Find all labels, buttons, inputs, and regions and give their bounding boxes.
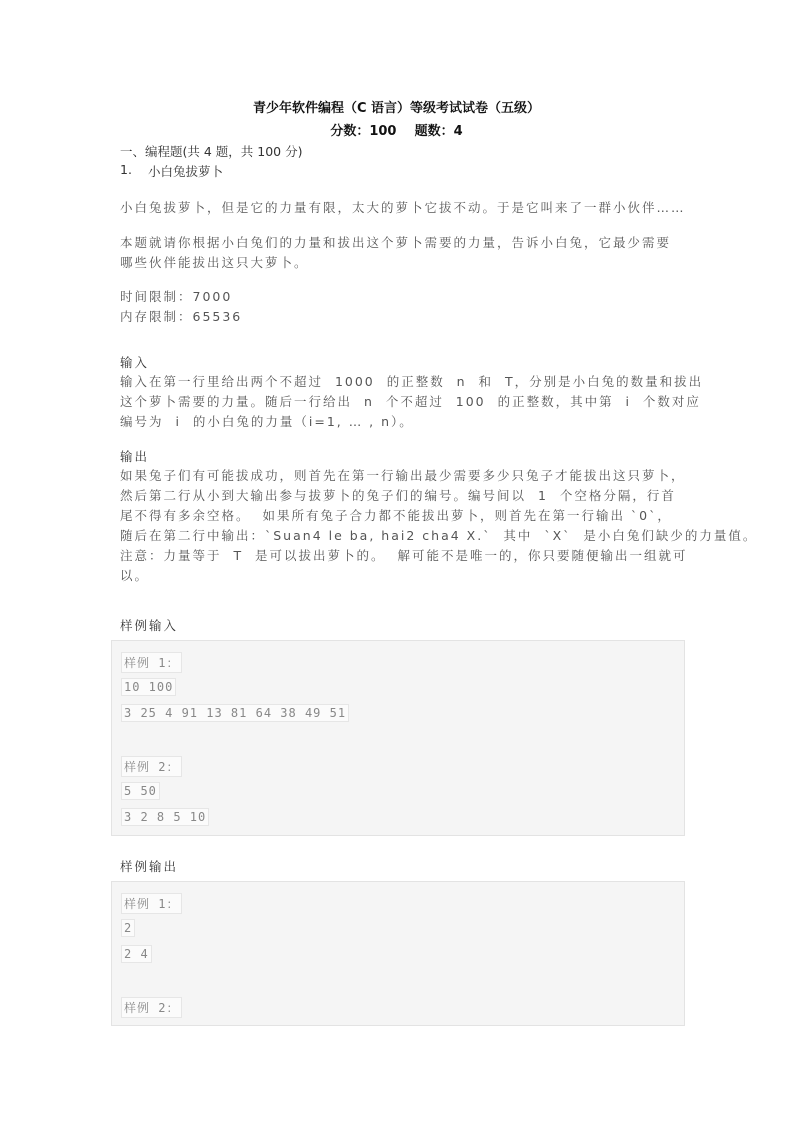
- sample-input-label-1: 样例 1：: [121, 652, 182, 673]
- input-heading: 输入: [120, 355, 150, 370]
- sample-output-heading: 样例输出: [120, 859, 179, 874]
- limits: [120, 287, 680, 327]
- intro-text: 小白兔拔萝卜，但是它的力量有限，太大的萝卜它拔不动。于是它叫来了一群小伙伴……: [120, 200, 686, 215]
- output-line: 尾不得有多余空格。 如果所有兔子合力都不能拔出萝卜，则首先在第一行输出 `0`，: [120, 508, 672, 523]
- input-line: 输入在第一行里给出两个不超过 1000 的正整数 n 和 T，分别是小白兔的数量和拔出: [120, 374, 704, 389]
- output-line: 注意：力量等于 T 是可以拔出萝卜的。 解可能不是唯一的，你只要随便输出一组就可: [120, 548, 688, 563]
- output-line: 随后在第二行中输出：`Suan4 le ba, hai2 cha4 X.` 其中 `X` 是小白兔们缺少的力量值。: [120, 528, 758, 543]
- sample-input-line: 10 100: [121, 678, 176, 696]
- input-description: [120, 372, 704, 432]
- task-line: 哪些伙伴能拔出这只大萝卜。: [120, 255, 309, 270]
- problem-task: [120, 233, 680, 273]
- output-line: 如果兔子们有可能拔成功，则首先在第一行输出最少需要多少只兔子才能拔出这只萝卜，: [120, 468, 686, 483]
- exam-title: 青少年软件编程（C 语言）等级考试试卷（五级）: [252, 101, 541, 116]
- memory-limit: 内存限制：65536: [120, 309, 243, 324]
- section-label: 一、编程题(共 4 题，共 100 分): [120, 144, 303, 159]
- sample-input-label-2: 样例 2：: [121, 756, 182, 777]
- sample-input-line: 3 2 8 5 10: [121, 808, 209, 826]
- sample-input-box: [111, 640, 685, 836]
- output-line: 以。: [120, 568, 150, 583]
- output-heading: 输出: [120, 449, 150, 464]
- time-limit: 时间限制：7000: [120, 289, 233, 304]
- sample-output-line: 2 4: [121, 945, 152, 963]
- sample-output-label-2: 样例 2：: [121, 997, 182, 1018]
- sample-input-line: 5 50: [121, 782, 160, 800]
- sample-output-box: [111, 881, 685, 1026]
- task-line: 本题就请你根据小白兔们的力量和拔出这个萝卜需要的力量，告诉小白兔，它最少需要: [120, 235, 672, 250]
- problem-number: 1.: [120, 162, 132, 177]
- output-description: [120, 466, 758, 586]
- sample-input-line: 3 25 4 91 13 81 64 38 49 51: [121, 704, 349, 722]
- problem-intro: [120, 198, 686, 218]
- problem-name: 小白兔拔萝卜: [148, 164, 224, 179]
- output-line: 然后第二行从小到大输出参与拔萝卜的兔子们的编号。编号间以 1 个空格分隔，行首: [120, 488, 676, 503]
- sample-input-heading: 样例输入: [120, 618, 179, 633]
- input-line: 这个萝卜需要的力量。随后一行给出 n 个不超过 100 的正整数，其中第 i 个数对应: [120, 394, 701, 409]
- exam-subtitle: 分数：100 题数：4: [330, 124, 463, 139]
- sample-output-line: 2: [121, 919, 135, 937]
- sample-output-label-1: 样例 1：: [121, 893, 182, 914]
- input-line: 编号为 i 的小白兔的力量（i=1, … , n）。: [120, 414, 414, 429]
